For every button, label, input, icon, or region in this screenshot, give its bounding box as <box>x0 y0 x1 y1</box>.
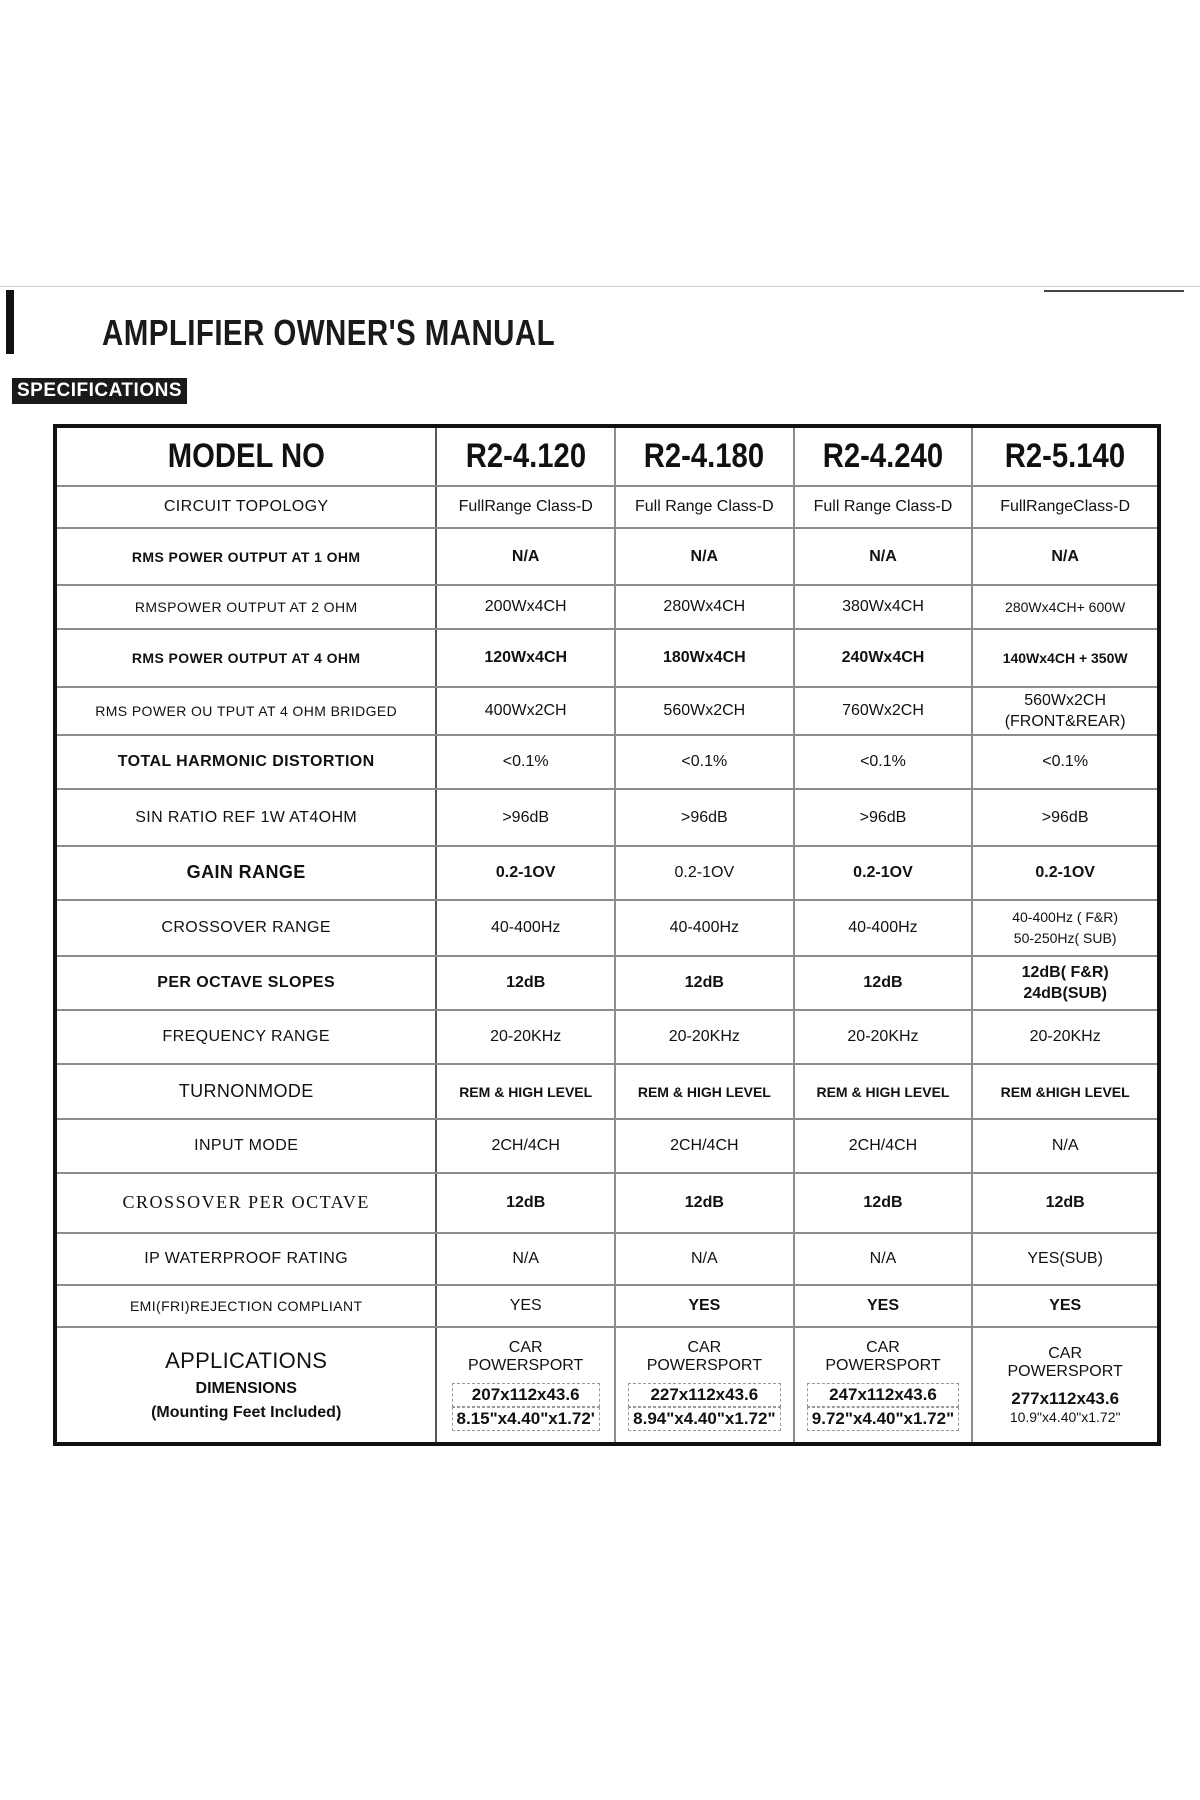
table-cell: 560Wx2CH <box>615 687 794 735</box>
table-cell: 2CH/4CH <box>436 1119 615 1173</box>
mounting-label: (Mounting Feet Included) <box>151 1404 342 1422</box>
dimension-mm: 277x112x43.6 <box>1011 1389 1120 1409</box>
header-model: R2-4.240 <box>794 426 973 486</box>
page-title: AMPLIFIER OWNER'S MANUAL <box>102 312 556 353</box>
table-cell: YES(SUB) <box>972 1233 1159 1285</box>
table-cell: 140Wx4CH + 350W <box>972 629 1159 687</box>
table-cell: >96dB <box>794 789 973 845</box>
table-cell: 200Wx4CH <box>436 585 615 629</box>
row-label: CIRCUIT TOPOLOGY <box>55 486 436 528</box>
table-row <box>55 789 1159 845</box>
top-rule <box>0 286 1200 287</box>
table-cell: 12dB <box>436 1173 615 1233</box>
table-cell: <0.1% <box>794 735 973 789</box>
header-model: R2-4.180 <box>615 426 794 486</box>
table-row <box>55 1119 1159 1173</box>
table-header-row <box>55 426 1159 486</box>
table-cell: 12dB <box>615 1173 794 1233</box>
table-cell: 20-20KHz <box>794 1010 973 1064</box>
dimension-inch: 8.94"x4.40"x1.72" <box>628 1407 780 1431</box>
table-cell: N/A <box>436 1233 615 1285</box>
application-line: POWERSPORT <box>646 1357 762 1375</box>
table-cell: REM & HIGH LEVEL <box>436 1064 615 1118</box>
table-cell <box>436 1327 615 1444</box>
cell-line: (FRONT&REAR) <box>1004 713 1126 731</box>
table-cell: REM & HIGH LEVEL <box>615 1064 794 1118</box>
table-cell: 0.2-1OV <box>972 846 1159 900</box>
table-cell: 40-400Hz <box>794 900 973 956</box>
application-line: CAR <box>1048 1345 1083 1363</box>
row-label: INPUT MODE <box>55 1119 436 1173</box>
table-cell: >96dB <box>615 789 794 845</box>
application-line: POWERSPORT <box>1007 1363 1123 1381</box>
table-cell: 2CH/4CH <box>615 1119 794 1173</box>
header-model: R2-5.140 <box>972 426 1159 486</box>
table-cell: 12dB <box>972 1173 1159 1233</box>
row-label: RMSPOWER OUTPUT AT 2 OHM <box>55 585 436 629</box>
table-cell <box>794 1327 973 1444</box>
row-label: RMS POWER OUTPUT AT 1 OHM <box>55 528 436 584</box>
cell-line: 24dB(SUB) <box>1023 985 1107 1003</box>
specifications-table <box>53 424 1161 1446</box>
table-cell: 12dB <box>794 1173 973 1233</box>
dimension-inch: 10.9"x4.40"x1.72" <box>1009 1409 1121 1426</box>
cell-line: 50-250Hz( SUB) <box>1013 929 1117 946</box>
cell-line: 560Wx2CH <box>1024 692 1107 710</box>
table-row <box>55 1010 1159 1064</box>
table-cell: YES <box>972 1285 1159 1327</box>
table-cell: 380Wx4CH <box>794 585 973 629</box>
table-cell: 40-400Hz <box>615 900 794 956</box>
table-cell: REM &HIGH LEVEL <box>972 1064 1159 1118</box>
header-model-no: MODEL NO <box>55 426 436 486</box>
table-cell: 20-20KHz <box>436 1010 615 1064</box>
application-line: CAR <box>687 1339 722 1357</box>
table-row <box>55 687 1159 735</box>
application-line: POWERSPORT <box>825 1357 941 1375</box>
cell-line: 40-400Hz ( F&R) <box>1012 908 1119 925</box>
table-cell: N/A <box>794 1233 973 1285</box>
table-cell: 280Wx4CH+ 600W <box>972 585 1159 629</box>
row-label: RMS POWER OU TPUT AT 4 OHM BRIDGED <box>55 687 436 735</box>
application-line: CAR <box>866 1339 900 1357</box>
row-label <box>55 1327 436 1444</box>
table-cell: FullRangeClass-D <box>972 486 1159 528</box>
table-cell <box>972 956 1159 1010</box>
table-cell: 120Wx4CH <box>436 629 615 687</box>
dimension-mm: 247x112x43.6 <box>807 1383 959 1407</box>
cell-line: 12dB( F&R) <box>1021 964 1109 982</box>
row-label: SIN RATIO REF 1W AT4OHM <box>55 789 436 845</box>
table-cell: 20-20KHz <box>972 1010 1159 1064</box>
table-cell: N/A <box>615 1233 794 1285</box>
table-cell: N/A <box>972 528 1159 584</box>
table-row <box>55 1064 1159 1118</box>
dimension-inch: 9.72"x4.40"x1.72" <box>807 1407 959 1431</box>
table-row <box>55 956 1159 1010</box>
table-cell: N/A <box>972 1119 1159 1173</box>
table-cell: N/A <box>794 528 973 584</box>
row-label: TOTAL HARMONIC DISTORTION <box>55 735 436 789</box>
row-label: TURNONMODE <box>55 1064 436 1118</box>
table-cell: YES <box>436 1285 615 1327</box>
table-cell: 0.2-1OV <box>615 846 794 900</box>
table-cell: YES <box>615 1285 794 1327</box>
table-row <box>55 1173 1159 1233</box>
table-cell: FullRange Class-D <box>436 486 615 528</box>
row-label: EMI(FRI)REJECTION COMPLIANT <box>55 1285 436 1327</box>
table-row <box>55 585 1159 629</box>
table-cell: >96dB <box>436 789 615 845</box>
table-cell: YES <box>794 1285 973 1327</box>
table-cell: 20-20KHz <box>615 1010 794 1064</box>
table-cell: <0.1% <box>972 735 1159 789</box>
table-cell: 180Wx4CH <box>615 629 794 687</box>
table-row <box>55 1233 1159 1285</box>
dimension-mm: 227x112x43.6 <box>628 1383 780 1407</box>
table-cell: <0.1% <box>615 735 794 789</box>
table-cell: 0.2-1OV <box>794 846 973 900</box>
table-cell: N/A <box>615 528 794 584</box>
row-label: PER OCTAVE SLOPES <box>55 956 436 1010</box>
table-cell: 12dB <box>436 956 615 1010</box>
table-cell: 240Wx4CH <box>794 629 973 687</box>
dimensions-label: DIMENSIONS <box>195 1380 297 1398</box>
table-cell: Full Range Class-D <box>794 486 973 528</box>
table-cell: REM & HIGH LEVEL <box>794 1064 973 1118</box>
table-cell: >96dB <box>972 789 1159 845</box>
table-row <box>55 629 1159 687</box>
left-margin-bar <box>6 290 14 354</box>
table-cell: 2CH/4CH <box>794 1119 973 1173</box>
table-cell: 760Wx2CH <box>794 687 973 735</box>
row-label: CROSSOVER PER OCTAVE <box>55 1173 436 1233</box>
application-line: CAR <box>508 1339 543 1357</box>
table-cell <box>972 1327 1159 1444</box>
dimension-mm: 207x112x43.6 <box>452 1383 600 1407</box>
table-cell: 0.2-1OV <box>436 846 615 900</box>
row-label: RMS POWER OUTPUT AT 4 OHM <box>55 629 436 687</box>
table-row <box>55 846 1159 900</box>
table-cell: 40-400Hz <box>436 900 615 956</box>
applications-label: APPLICATIONS <box>165 1348 328 1374</box>
row-label: GAIN RANGE <box>55 846 436 900</box>
table-cell <box>972 687 1159 735</box>
table-row <box>55 900 1159 956</box>
row-label: IP WATERPROOF RATING <box>55 1233 436 1285</box>
table-cell <box>972 900 1159 956</box>
table-cell: Full Range Class-D <box>615 486 794 528</box>
header-model: R2-4.120 <box>436 426 615 486</box>
table-row <box>55 735 1159 789</box>
table-cell: <0.1% <box>436 735 615 789</box>
table-cell: 280Wx4CH <box>615 585 794 629</box>
table-row-applications-dimensions <box>55 1327 1159 1444</box>
row-label: FREQUENCY RANGE <box>55 1010 436 1064</box>
table-cell: N/A <box>436 528 615 584</box>
table-cell <box>615 1327 794 1444</box>
table-cell: 12dB <box>615 956 794 1010</box>
table-row <box>55 528 1159 584</box>
top-rule-right <box>1044 290 1184 292</box>
row-label: CROSSOVER RANGE <box>55 900 436 956</box>
application-line: POWERSPORT <box>468 1357 584 1375</box>
section-badge: SPECIFICATIONS <box>12 378 187 404</box>
table-row <box>55 1285 1159 1327</box>
table-cell: 400Wx2CH <box>436 687 615 735</box>
table-cell: 12dB <box>794 956 973 1010</box>
dimension-inch: 8.15"x4.40"x1.72' <box>452 1407 600 1431</box>
table-row <box>55 486 1159 528</box>
